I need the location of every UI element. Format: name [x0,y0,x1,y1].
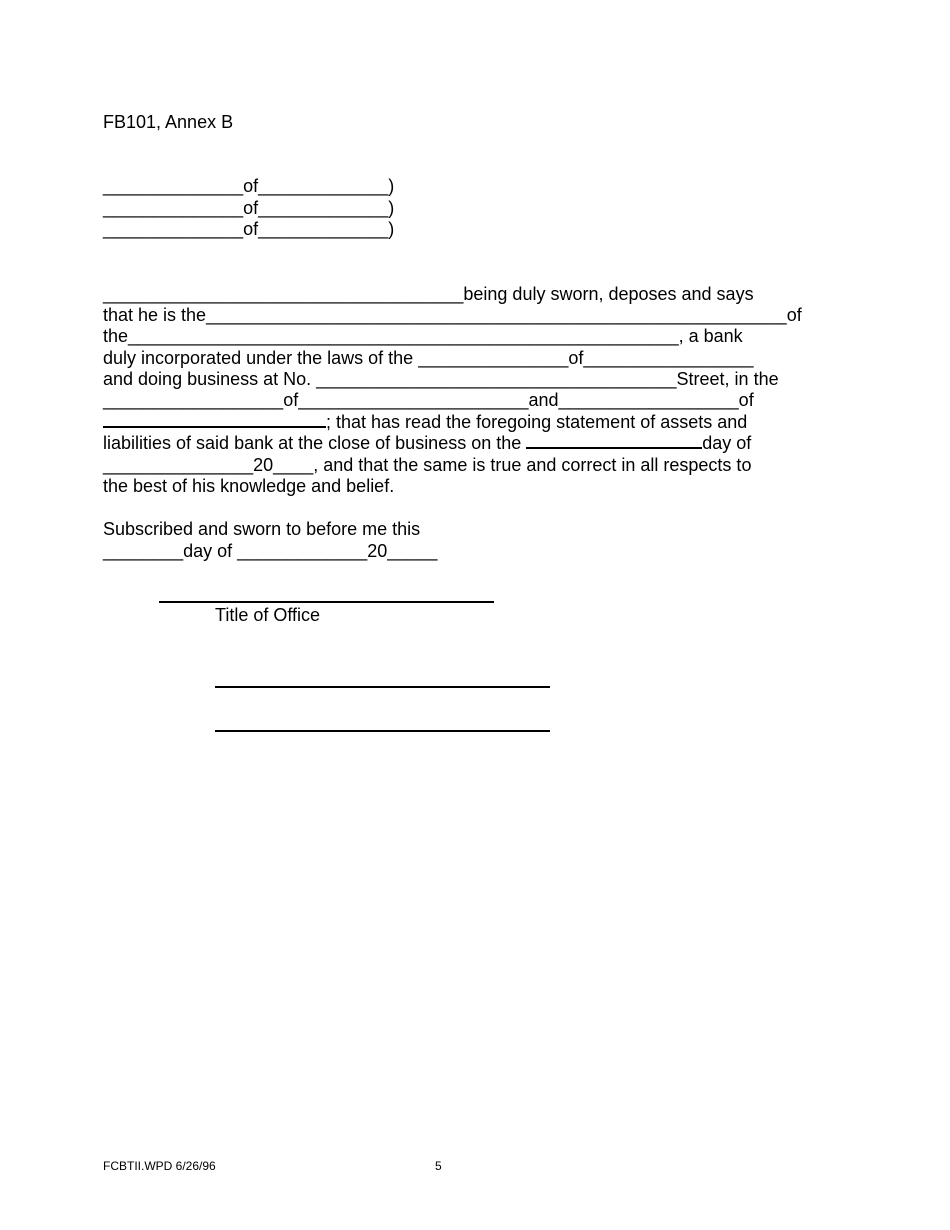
affidavit-line: __________________of_______________________and__________________of [103,390,754,410]
venue-line: ______________of_____________) [103,176,395,196]
title-of-office-label: Title of Office [215,605,321,625]
affidavit-line-text: liabilities of said bank at the close of business on the [103,433,527,453]
affidavit-line [103,412,747,433]
affidavit-line-text: day of [702,433,752,453]
venue-line: ______________of_____________) [103,219,395,239]
signature-line [215,686,550,688]
affidavit-line: _______________20____, and that the same is true and correct in all respects to [103,455,752,475]
blank-rule [103,412,326,428]
blank-rule [526,433,702,449]
affidavit-line: that he is the__________________________________________________________of [103,305,802,325]
jurat-line: ________day of _____________20_____ [103,541,438,561]
affidavit-line: the_______________________________________________________, a bank [103,326,743,346]
signature-line [215,730,550,732]
officer-signature-line [159,601,494,603]
affidavit-line: duly incorporated under the laws of the _______________of_________________ [103,348,754,368]
jurat-line: Subscribed and sworn to before me this [103,519,421,539]
footer-file-ref: FCBTII.WPD 6/26/96 [103,1159,216,1173]
venue-line: ______________of_____________) [103,198,395,218]
form-id-heading: FB101, Annex B [103,112,234,132]
affidavit-line: ____________________________________being duly sworn, deposes and says [103,284,754,304]
affidavit-line-text: ; that has read the foregoing statement of assets and [326,412,748,432]
affidavit-line: the best of his knowledge and belief. [103,476,395,496]
affidavit-line: and doing business at No. ____________________________________Street, in the [103,369,779,389]
affidavit-line [103,433,751,454]
page-number: 5 [435,1159,442,1173]
